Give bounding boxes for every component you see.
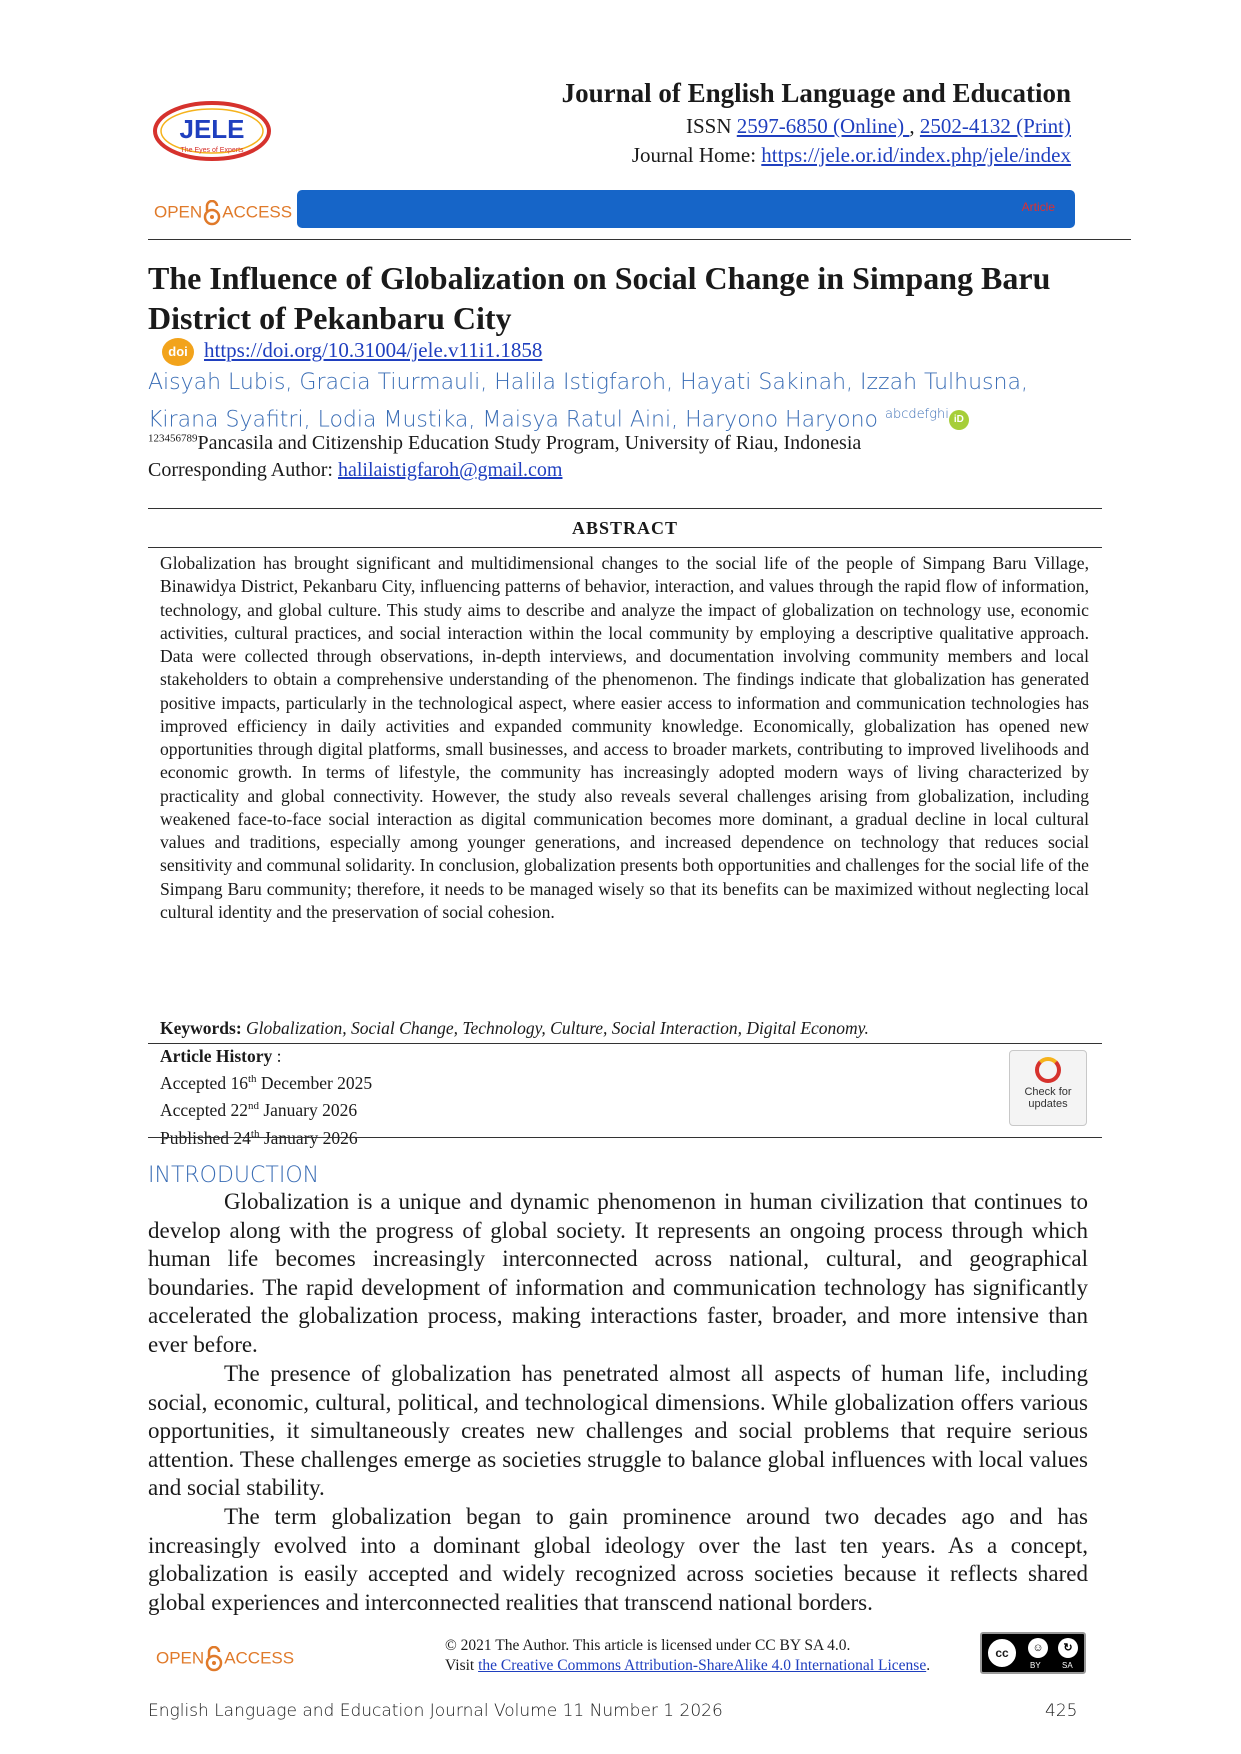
author-list: Aisyah Lubis, Gracia Tiurmauli, Halila Istigfaroh, Hayati Sakinah, Izzah Tulhusna, Kirana Syafitri, Lodia Mustika, Maisya Ratul Aini, Haryono Haryono $^{abcdefghi}$ iD bbox=[148, 370, 1028, 433]
doi-row bbox=[162, 338, 542, 366]
article-history: Article History : Accepted 16th December 2025 Accepted 22nd January 2026 Published 24th January 2026 bbox=[160, 1045, 372, 1150]
license-link[interactable]: the Creative Commons Attribution-ShareAlike 4.0 International License bbox=[478, 1657, 927, 1674]
article-type-bar bbox=[297, 190, 1075, 228]
abstract-heading: ABSTRACT bbox=[571, 518, 679, 538]
journal-home: Journal Home: https://jele.or.id/index.php/jele/index bbox=[631, 143, 1071, 167]
check-updates-icon bbox=[1035, 1057, 1061, 1083]
page-number: 425 bbox=[1045, 1701, 1078, 1721]
journal-issn: ISSN 2597-6850 (Online) , 2502-4132 (Print) bbox=[686, 114, 1071, 138]
orcid-icon[interactable]: iD bbox=[949, 410, 969, 430]
open-lock-icon bbox=[205, 1646, 223, 1672]
open-lock-icon bbox=[203, 200, 221, 226]
journal-home-link[interactable]: https://jele.or.id/index.php/jele/index bbox=[761, 143, 1071, 167]
keywords-rule bbox=[148, 1043, 1102, 1044]
check-for-updates-button[interactable]: Check for updates bbox=[1009, 1050, 1087, 1126]
abstract-top-rule bbox=[148, 508, 1102, 509]
header-divider bbox=[148, 239, 1131, 240]
jele-logo bbox=[152, 100, 272, 162]
footer-journal-line: English Language and Education Journal Volume 11 Number 1 2026 bbox=[148, 1701, 723, 1721]
svg-text:The Eyes of Experts: The Eyes of Experts bbox=[180, 147, 244, 154]
article-title: The Influence of Globalization on Social Change in Simpang Baru District of Pekanbaru City bbox=[148, 260, 1051, 336]
author-affil-sup: abcdefghi bbox=[885, 407, 949, 422]
corresponding-author: Corresponding Author: halilaistigfaroh@gmail.com bbox=[148, 459, 563, 481]
abstract-heading-rule bbox=[148, 547, 1102, 548]
cc-by-sa-badge[interactable]: cc ☺ ↻ BY SA bbox=[980, 1632, 1086, 1674]
share-alike-icon: ↻ bbox=[1058, 1638, 1078, 1658]
doi-link[interactable]: https://doi.org/10.31004/jele.v11i1.1858 bbox=[204, 338, 543, 362]
corresponding-email-link[interactable]: halilaistigfaroh@gmail.com bbox=[338, 459, 563, 481]
svg-text:JELE: JELE bbox=[179, 114, 245, 144]
journal-title: Journal of English Language and Education bbox=[561, 78, 1071, 108]
issn-online-link[interactable]: 2597-6850 (Online) bbox=[736, 114, 910, 138]
person-icon: ☺ bbox=[1028, 1638, 1048, 1658]
doi-icon: doi bbox=[162, 338, 194, 366]
cc-icon: cc bbox=[986, 1637, 1018, 1669]
intro-paragraph-3: The term globalization began to gain prominence around two decades ago and has increasingly evolved into a dominant global ideology over the last ten years. As a concept, globalization is easily accepted and widely recognized across societies because it reflects shared global experiences and interconnected realities that transcend national borders. bbox=[148, 1504, 1088, 1615]
intro-paragraph-2: The presence of globalization has penetrated almost all aspects of human life, including social, economic, cultural, political, and technological dimensions. While globalization offers various opportunities, it simultaneously creates new challenges and social problems that require serious attention. These challenges emerge as societies struggle to balance global influences with local values and social stability. bbox=[148, 1361, 1088, 1501]
introduction-heading: INTRODUCTION bbox=[148, 1163, 320, 1188]
footer-open-access-badge: OPEN ACCESS bbox=[156, 1646, 294, 1672]
history-accepted-1: Accepted 16th December 2025 bbox=[160, 1073, 373, 1094]
abstract-text: Globalization has brought significant and multidimensional changes to the social life of the people of Simpang Baru Village, Binawidya District, Pekanbaru City, influencing patterns of behavior, interaction, and values through the rapid flow of information, technology, and global culture. This study aims to describe and analyze the impact of globalization on technology use, economic activities, cultural practices, and social interaction within the local community by employing a descriptive qualitative approach. Data were collected through observations, in-depth interviews, and documentation involving community members and local stakeholders to obtain a comprehensive understanding of the phenomenon. The findings indicate that globalization has generated positive impacts, particularly in the technological aspect, where easier access to information and communication technologies has improved efficiency in daily activities and expanded community knowledge. Economically, globalization has opened new opportunities through digital platforms, small businesses, and access to broader markets, contributing to improved livelihoods and economic growth. In terms of lifestyle, the community has increasingly adopted modern ways of living characterized by practicality and global connectivity. However, the study also reveals several challenges arising from globalization, including weakened face-to-face social interaction as digital communication becomes more dominant, a gradual decline in local cultural values and traditions, especially among younger generations, and increased dependence on technology that reduces social sensitivity and communal solidarity. In conclusion, globalization presents both opportunities and challenges for the social life of the Simpang Baru community; therefore, it needs to be managed wisely so that its benefits can be maximized without neglecting local cultural identity and the preservation of social cohesion. bbox=[160, 553, 1089, 922]
intro-paragraph-1: Globalization is a unique and dynamic phenomenon in human civilization that continues to develop along with the progress of global society. It represents an ongoing process through which human life becomes increasingly interconnected across national, cultural, and geographical boundaries. The rapid development of information and communication technology has significantly accelerated the globalization process, making interactions faster, broader, and more intensive than ever before. bbox=[148, 1189, 1088, 1357]
issn-print-link[interactable]: 2502-4132 (Print) bbox=[919, 114, 1071, 138]
license-notice: © 2021 The Author. This article is licensed under CC BY SA 4.0. Visit the Creative Commons Attribution-ShareAlike 4.0 International License. bbox=[445, 1637, 931, 1674]
open-access-badge: OPEN ACCESS bbox=[154, 200, 292, 226]
affiliation: $^{123456789}$Pancasila and Citizenship Education Study Program, University of Riau, Indonesia bbox=[148, 432, 862, 454]
article-type-label: Article bbox=[1021, 200, 1055, 214]
keywords: Keywords: Globalization, Social Change, Technology, Culture, Social Interaction, Digital Economy. bbox=[160, 1018, 869, 1038]
history-accepted-2: Accepted 22nd January 2026 bbox=[160, 1100, 358, 1121]
history-rule bbox=[148, 1137, 1102, 1138]
history-published: Published 24th January 2026 bbox=[160, 1127, 358, 1148]
